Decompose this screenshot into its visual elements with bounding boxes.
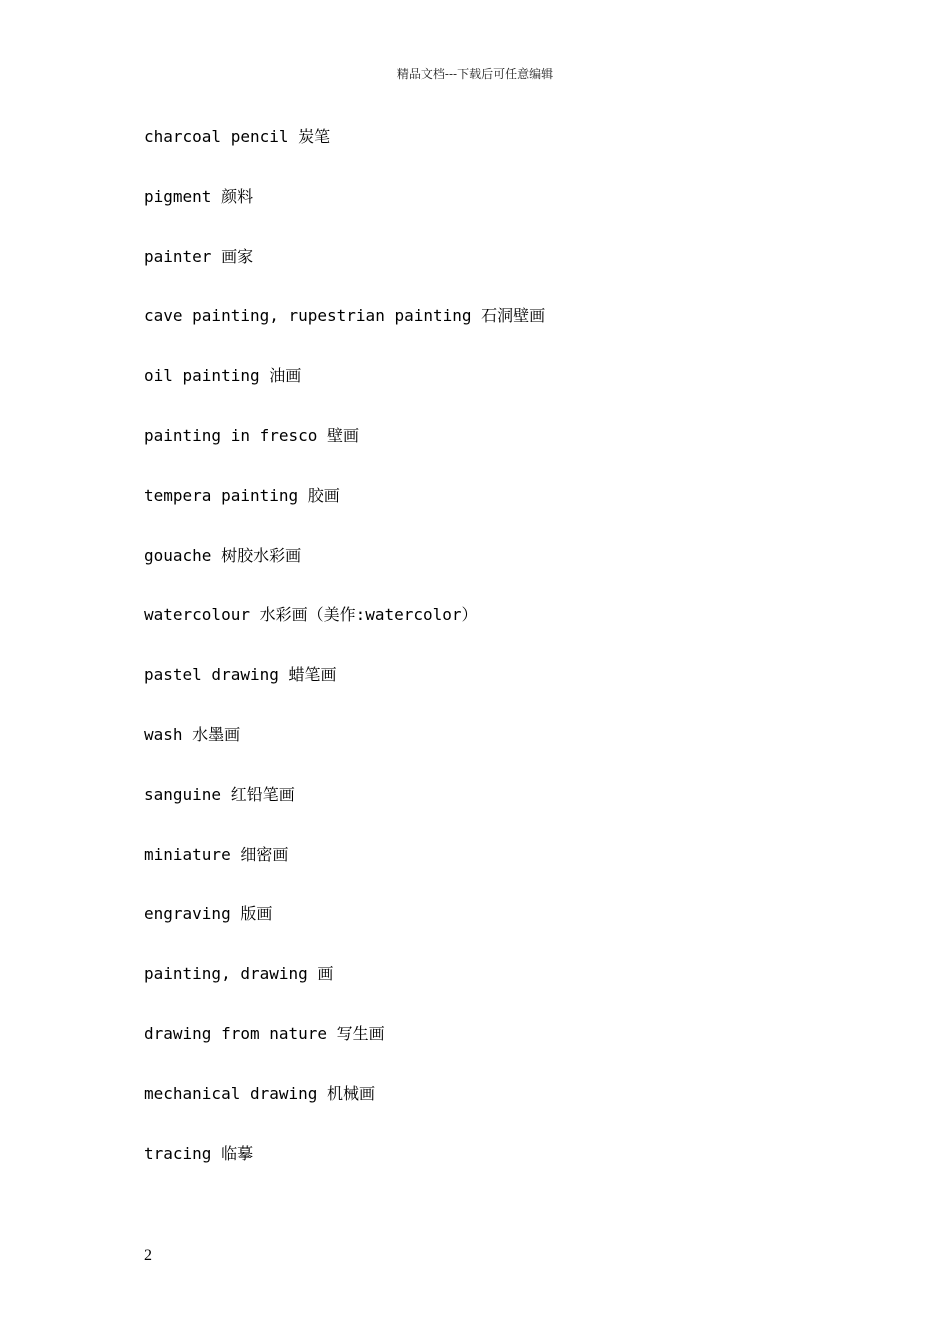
list-item: painting, drawing 画 [144, 964, 334, 984]
list-item: mechanical drawing 机械画 [144, 1083, 376, 1103]
list-item: watercolour 水彩画（美作:watercolor） [144, 605, 478, 625]
page-number: 2 [144, 1247, 152, 1264]
list-item: drawing from nature 写生画 [144, 1023, 385, 1043]
list-item: miniature 细密画 [144, 844, 289, 864]
list-item: tracing 临摹 [144, 1143, 254, 1163]
list-item: charcoal pencil 炭笔 [144, 127, 331, 146]
vocabulary-list [144, 124, 890, 1200]
page-header: 精品文档---下载后可任意编辑 [396, 67, 554, 81]
list-item: pigment 颜料 [144, 186, 254, 206]
list-item: cave painting, rupestrian painting 石洞壁画 [144, 306, 546, 326]
list-item: pastel drawing 蜡笔画 [144, 665, 337, 685]
list-item: sanguine 红铅笔画 [144, 784, 295, 804]
list-item: gouache 树胶水彩画 [144, 545, 302, 565]
list-item: tempera painting 胶画 [144, 485, 340, 505]
list-item: painting in fresco 壁画 [144, 425, 360, 445]
list-item: painter 画家 [144, 246, 254, 266]
list-item: wash 水墨画 [144, 724, 241, 744]
list-item: engraving 版画 [144, 904, 273, 924]
list-item: oil painting 油画 [144, 366, 302, 386]
